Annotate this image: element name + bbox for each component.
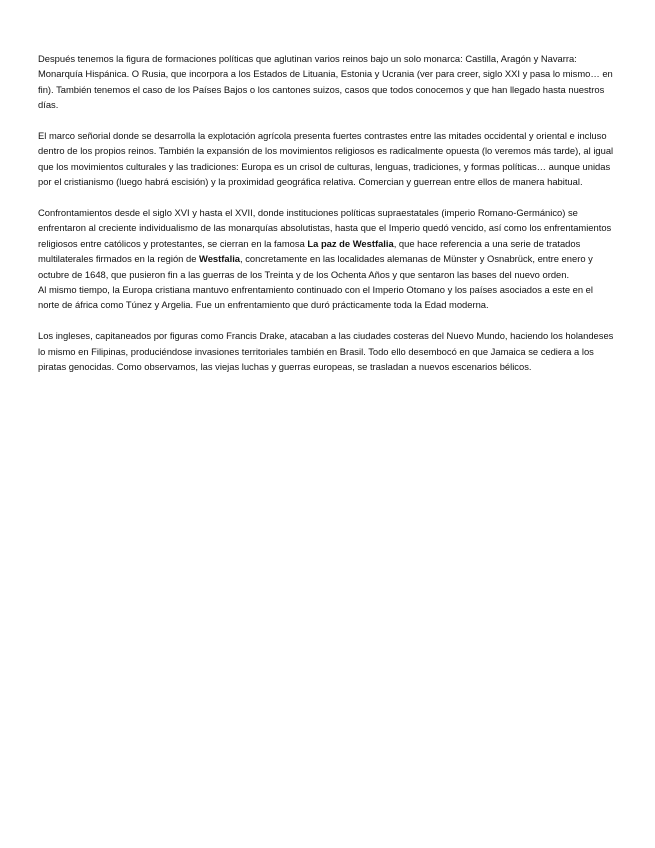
paragraph-5-text: Los ingleses, capitaneados por figuras como Francis Drake, atacaban a las ciudades costeras del Nuevo Mundo, haciendo los holandeses lo mismo en Filipinas, produciéndose invasiones territoriales también en Brasil. Todo ello desembocó en que Jamaica se cediera a los piratas genocidas. Como observamos, las viejas luchas y guerras europeas, se trasladan a nuevos escenarios bélicos. bbox=[38, 330, 614, 373]
paragraph-1 bbox=[38, 51, 616, 113]
paragraph-2 bbox=[38, 128, 616, 190]
paragraph-3-text-a: Confrontamientos desde el siglo XVI y hasta el XVII, donde instituciones políticas supraestatales (imperio Romano-Germánico) se enfrentaron al creciente individualismo de las monarquías absolutistas, hasta que el Imperio quedó vencido, así como los enfrentamientos religiosos entre católicos y protestantes, se cierran en la famosa bbox=[38, 207, 612, 249]
paragraph-1-text: Después tenemos la figura de formaciones políticas que aglutinan varios reinos bajo un solo monarca: Castilla, Aragón y Navarra: Monarquía Hispánica. O Rusia, que incorpora a los Estados de Lituania, Estonia y Ucrania (ver para creer, siglo XXI y pasa lo mismo… en fin). También tenemos el caso de los Países Bajos o los cantones suizos, casos que todos conocemos y que han llegado hasta nuestros días. bbox=[38, 53, 613, 111]
paz-de-westfalia-bold: La paz de Westfalia bbox=[307, 237, 394, 249]
paragraph-4 bbox=[38, 282, 616, 313]
document-body bbox=[38, 51, 616, 390]
paragraph-3 bbox=[38, 205, 616, 282]
paragraph-4-text: Al mismo tiempo, la Europa cristiana mantuvo enfrentamiento continuado con el Imperio Otomano y los países asociados a este en el norte de áfrica como Túnez y Argelia. Fue un enfrentamiento que duró prácticamente toda la Edad moderna. bbox=[38, 284, 593, 311]
paragraph-3-text-c: , concretamente en las localidades alemanas de Münster y Osnabrück, entre enero y octubre de 1648, que pusieron fin a las guerras de los Treinta y de los Ochenta Años y que sentaron las bases del nuevo orden. bbox=[38, 253, 593, 280]
paragraph-3-text-b: , que hace referencia a una serie de tratados multilaterales firmados en la región de bbox=[38, 237, 581, 265]
westfalia-bold: Westfalia bbox=[199, 253, 241, 265]
paragraph-2-text: El marco señorial donde se desarrolla la explotación agrícola presenta fuertes contrastes entre las mitades occidental y oriental e incluso dentro de los propios reinos. También la expansión de los movimientos religiosos es radicalmente opuesta (lo veremos más tarde), al igual que los movimientos culturales y las tradiciones: Europa es un crisol de culturas, lenguas, tradiciones, y formas políticas… aunque unidas por el cristianismo (luego habrá escisión) y la proximidad geográfica relativa. Comercian y guerrean entre ellos de manera habitual. bbox=[38, 130, 614, 188]
paragraph-5 bbox=[38, 328, 616, 374]
